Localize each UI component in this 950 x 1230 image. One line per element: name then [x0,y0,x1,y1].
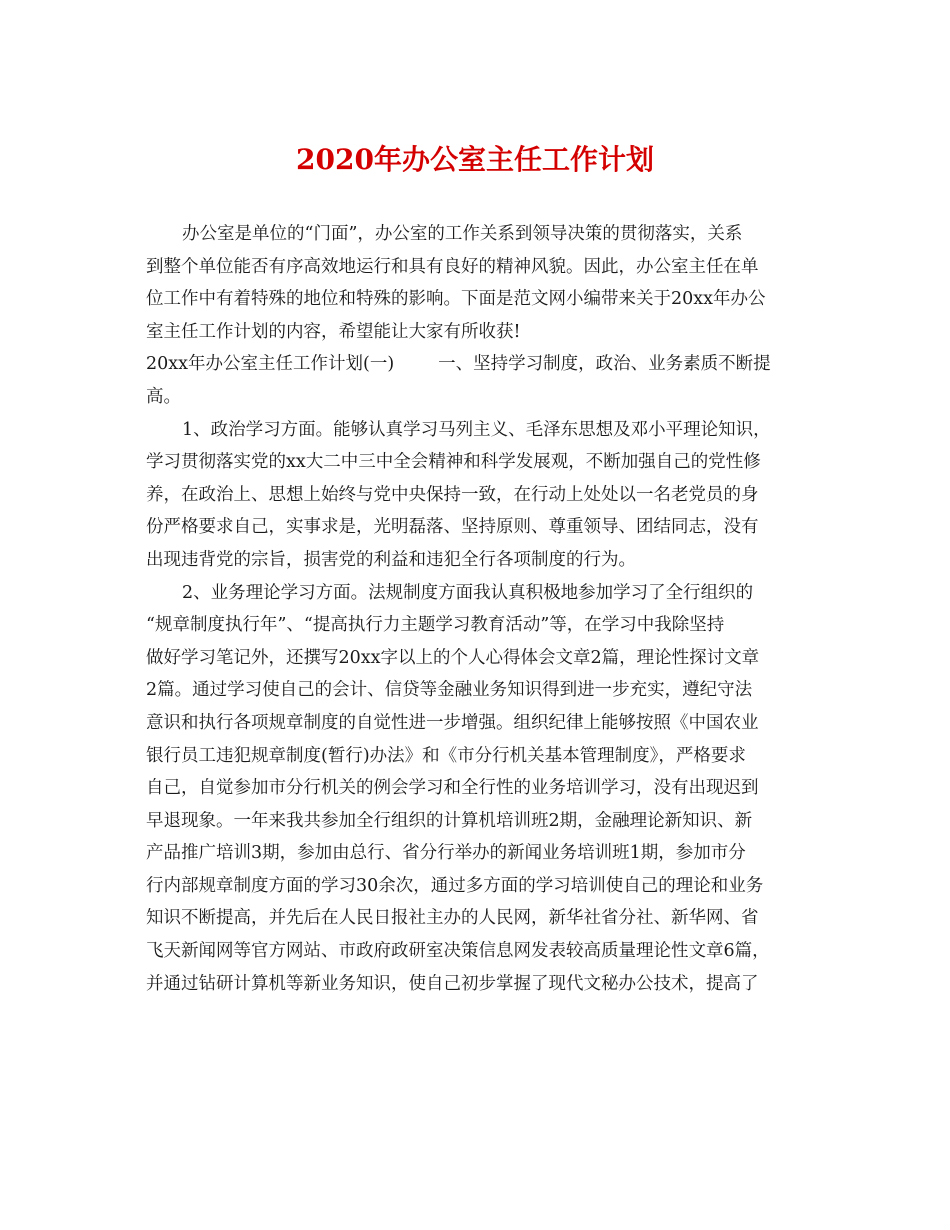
paragraph-line: 1、政治学习方面。能够认真学习马列主义、毛泽东思想及邓小平理论知识， [182,419,771,440]
paragraph-line: 出现违背党的宗旨，损害党的利益和违犯全行各项制度的行为。 [146,549,636,570]
plan-subtitle: 20xx年办公室主任工作计划(一) [146,354,395,375]
paragraph-line: “规章制度执行年”、“提高执行力主题学习教育活动”等，在学习中我除坚持 [146,615,725,636]
document-body [146,218,806,1000]
paragraph-line: 2、业务理论学习方面。法规制度方面我认真积极地参加学习了全行组织的 [182,582,754,603]
paragraph-line: 高。 [146,386,181,407]
paragraph-line: 自己，自觉参加市分行机关的例会学习和全行性的业务培训学习，没有出现迟到 [146,778,759,799]
paragraph-line: 室主任工作计划的内容，希望能让大家有所收获! [146,321,521,342]
paragraph-line: 飞天新闻网等官方网站、市政府政研室决策信息网发表较高质量理论性文章6篇， [146,941,770,962]
paragraph-line: 意识和执行各项规章制度的自觉性进一步增强。组织纪律上能够按照《中国农业 [146,712,759,733]
paragraph-line: 银行员工违犯规章制度(暂行)办法》和《市分行机关基本管理制度》，严格要求 [146,745,746,766]
paragraph-line: 2篇。通过学习使自己的会计、信贷等金融业务知识得到进一步充实，遵纪守法 [146,680,753,701]
paragraph-line: 行内部规章制度方面的学习30余次，通过多方面的学习培训使自己的理论和业务 [146,875,764,896]
paragraph-line: 知识不断提高，并先后在人民日报社主办的人民网，新华社省分社、新华网、省 [146,908,759,929]
plan-heading-line [146,348,806,381]
paragraph-line: 并通过钻研计算机等新业务知识，使自己初步掌握了现代文秘办公技术，提高了 [146,973,759,994]
paragraph-line: 养，在政治上、思想上始终与党中央保持一致，在行动上处处以一名老党员的身 [146,484,759,505]
document-title: 2020年办公室主任工作计划 [296,143,654,176]
paragraph-line: 到整个单位能否有序高效地运行和具有良好的精神风貌。因此，办公室主任在单 [146,256,759,277]
paragraph-line: 学习贯彻落实党的xx大二中三中全会精神和科学发展观，不断加强自己的党性修 [146,452,761,473]
paragraph-line: 产品推广培训3期，参加由总行、省分行举办的新闻业务培训班1期，参加市分 [146,843,746,864]
paragraph-line: 份严格要求自己，实事求是，光明磊落、坚持原则、尊重领导、团结同志，没有 [146,517,759,538]
paragraph-line: 做好学习笔记外，还撰写20xx字以上的个人心得体会文章2篇，理论性探讨文章 [146,647,760,668]
paragraph-line: 早退现象。一年来我共参加全行组织的计算机培训班2期，金融理论新知识、新 [146,810,753,831]
paragraph-line: 办公室是单位的“门面”，办公室的工作关系到领导决策的贯彻落实，关系 [182,224,743,244]
paragraph-line: 位工作中有着特殊的地位和特殊的影响。下面是范文网小编带来关于20xx年办公 [146,289,766,310]
section-heading: 一、坚持学习制度，政治、业务素质不断提 [438,354,771,375]
